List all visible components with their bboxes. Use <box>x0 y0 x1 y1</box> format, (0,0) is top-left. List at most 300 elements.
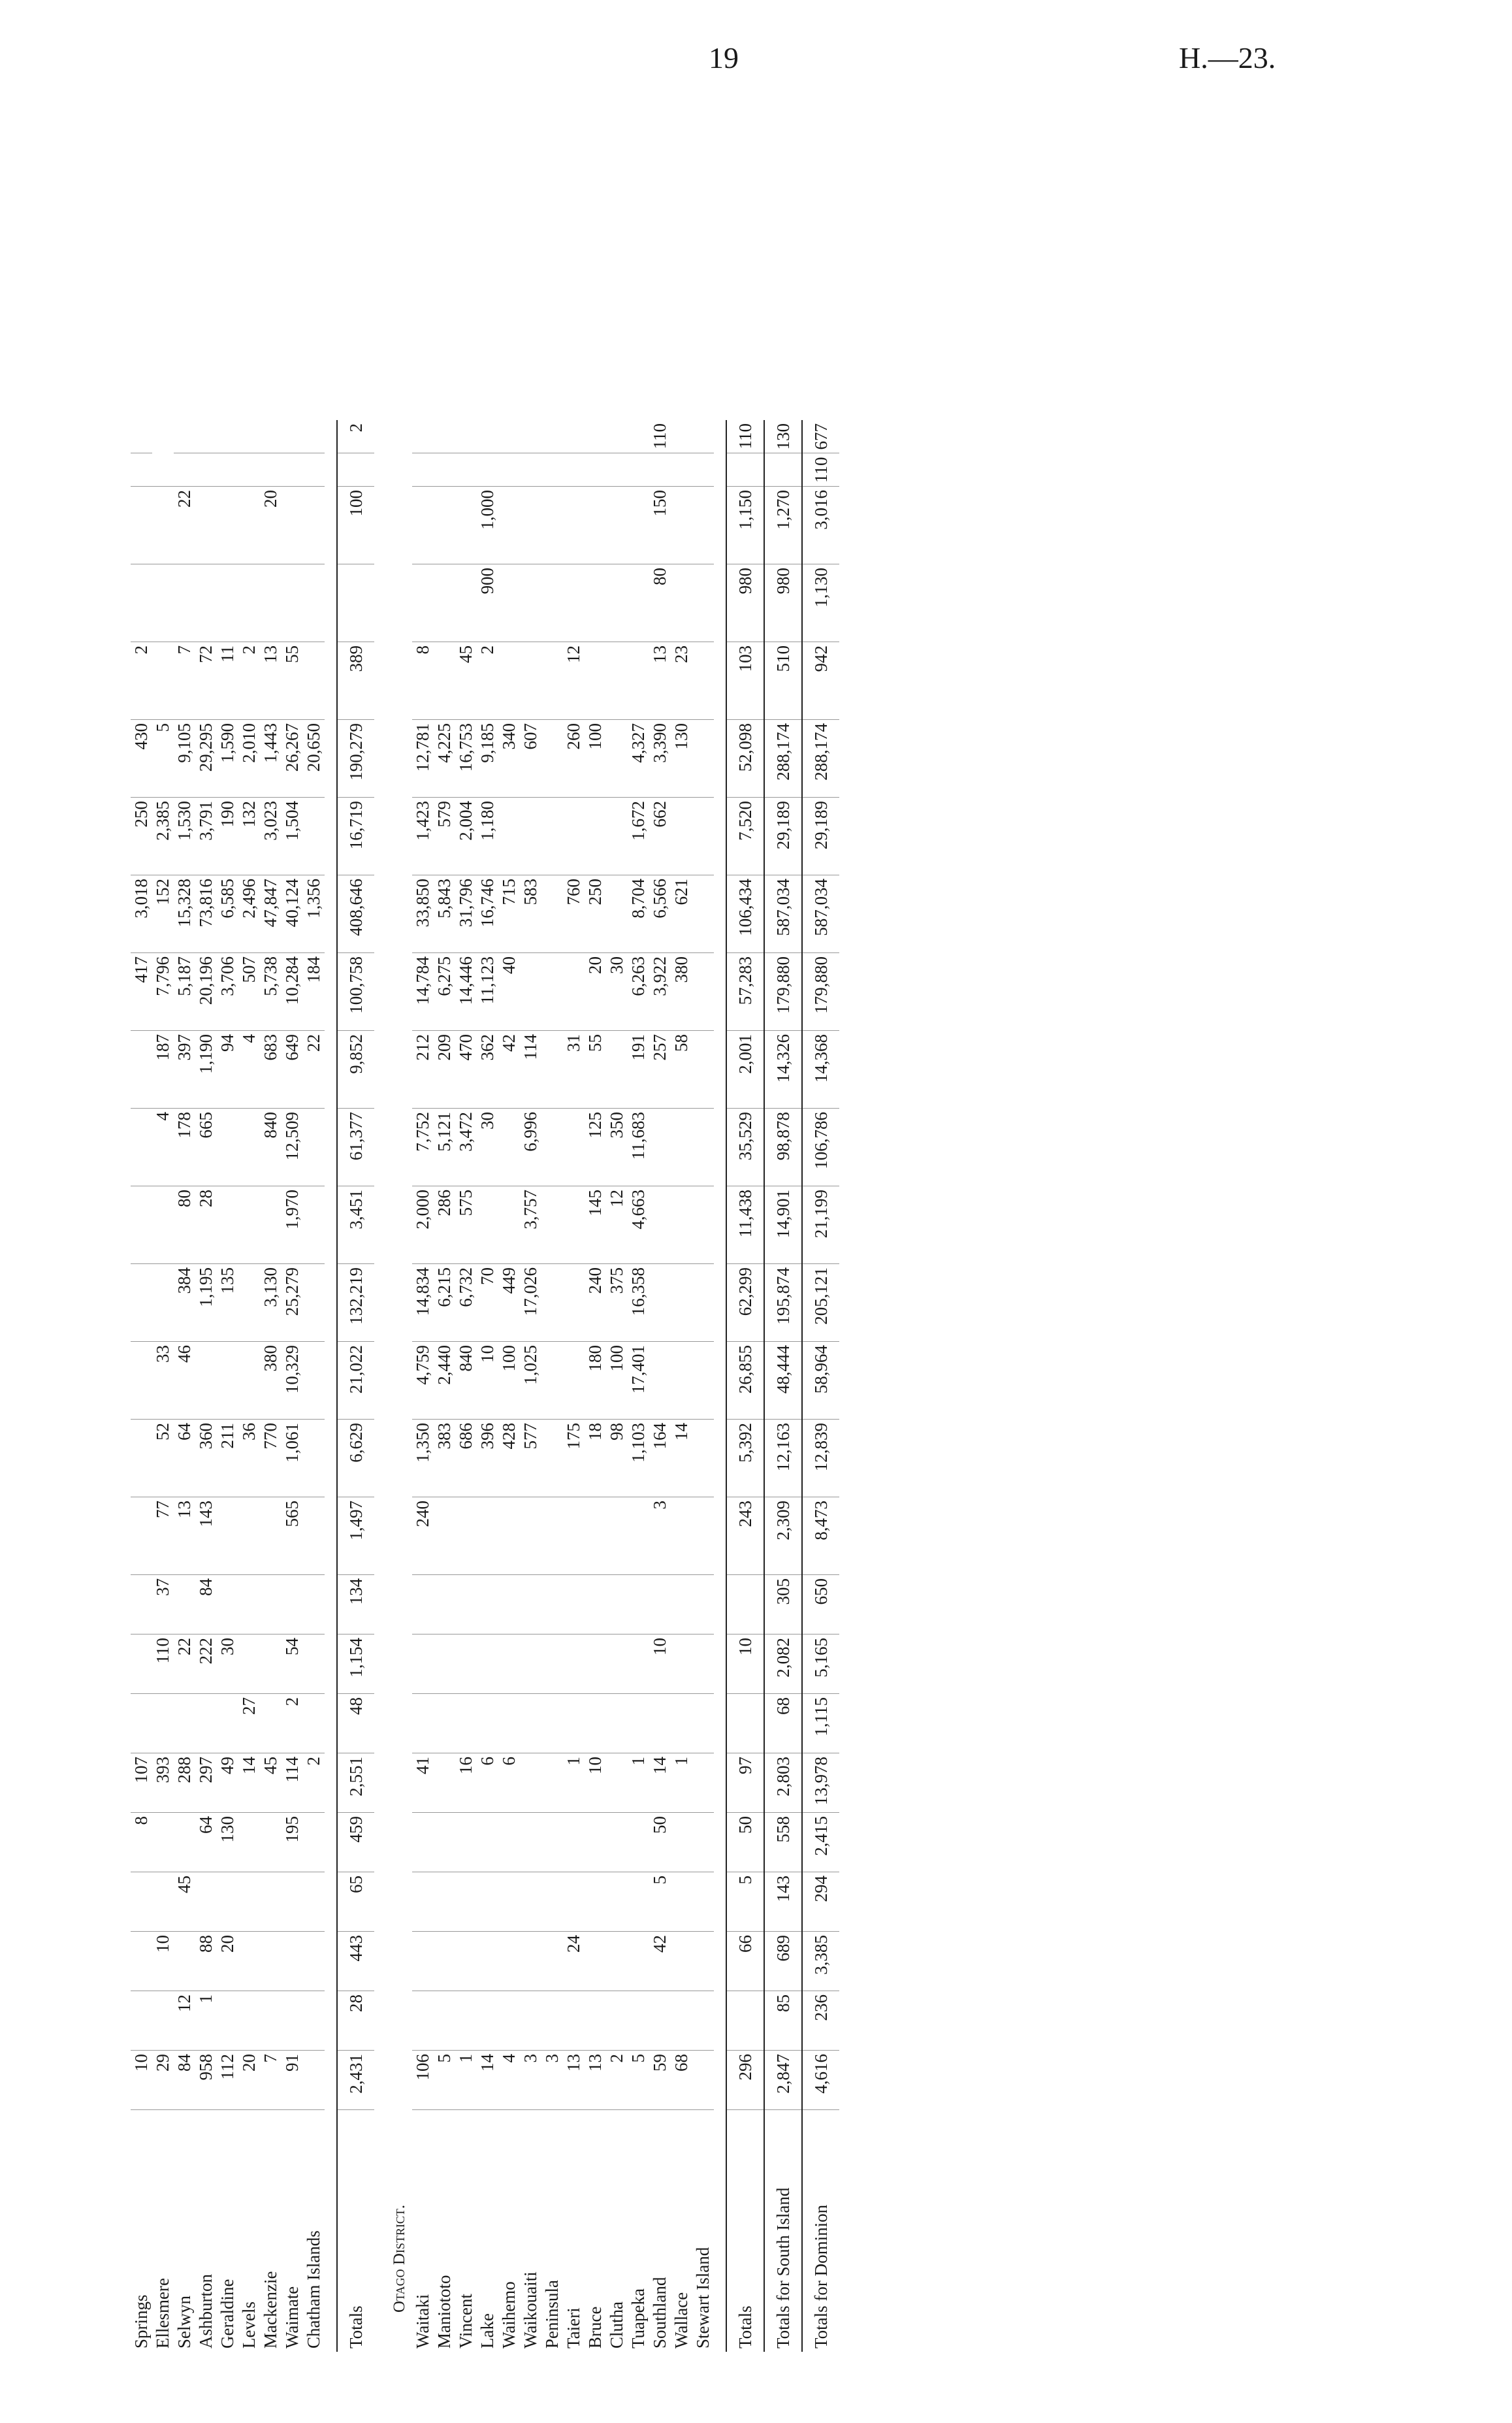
table-cell <box>692 1497 714 1575</box>
table-cell <box>692 420 714 453</box>
table-cell <box>541 798 563 875</box>
table-cell: 662 <box>649 798 671 875</box>
table-cell <box>281 453 303 487</box>
table-cell <box>498 564 520 642</box>
table-cell: 1,356 <box>303 875 325 953</box>
table-cell: 1 <box>563 1753 585 1813</box>
table-cell: 64 <box>174 1420 195 1497</box>
table-cell <box>541 1031 563 1109</box>
table-cell <box>477 1694 498 1753</box>
table-cell <box>563 953 585 1031</box>
table-cell: 715 <box>498 875 520 953</box>
table-cell: 17,401 <box>628 1342 649 1420</box>
table-cell: 114 <box>520 1031 541 1109</box>
table-cell: 2 <box>606 2051 628 2110</box>
table-cell: 6,275 <box>434 953 455 1031</box>
table-cell <box>412 1932 434 1991</box>
table-cell <box>563 798 585 875</box>
table-cell <box>563 1186 585 1264</box>
table-cell: 106,434 <box>726 875 764 953</box>
table-cell: 21,022 <box>337 1342 374 1420</box>
table-cell <box>238 564 260 642</box>
table-cell: 1,530 <box>174 798 195 875</box>
table-cell <box>671 1694 692 1753</box>
table-cell <box>412 1813 434 1872</box>
table-cell <box>174 1813 195 1872</box>
table-cell <box>520 1991 541 2051</box>
table-cell <box>585 1634 606 1694</box>
table-cell: 29 <box>152 2051 174 2110</box>
table-cell <box>195 453 217 487</box>
table-cell: 100 <box>606 1342 628 1420</box>
table-cell <box>455 1634 477 1694</box>
table-row <box>152 420 174 2352</box>
table-cell: 305 <box>764 1575 802 1634</box>
table-cell: 240 <box>585 1264 606 1342</box>
table-cell <box>541 875 563 953</box>
table-cell: 21,199 <box>802 1186 839 1264</box>
table-cell <box>585 1575 606 1634</box>
table-cell: 10,329 <box>281 1342 303 1420</box>
table-cell <box>726 1991 764 2051</box>
table-cell <box>671 420 692 453</box>
table-cell <box>606 1634 628 1694</box>
table-cell: 47,847 <box>260 875 281 953</box>
table-cell: 30 <box>477 1109 498 1186</box>
table-cell: 10 <box>649 1634 671 1694</box>
table-cell: 2 <box>238 642 260 720</box>
table-cell <box>606 875 628 953</box>
table-cell: 10,284 <box>281 953 303 1031</box>
table-cell <box>174 1575 195 1634</box>
table-cell <box>520 420 541 453</box>
table-cell: 6 <box>498 1753 520 1813</box>
table-cell: 12,839 <box>802 1420 839 1497</box>
row-label: Bruce <box>585 2306 605 2349</box>
table-cell <box>606 642 628 720</box>
table-cell: 350 <box>606 1109 628 1186</box>
table-cell <box>671 1813 692 1872</box>
table-cell <box>238 487 260 564</box>
table-cell: 12 <box>174 1991 195 2051</box>
table-cell <box>412 487 434 564</box>
table-cell <box>195 1694 217 1753</box>
table-cell <box>303 1634 325 1694</box>
table-cell: 3,385 <box>802 1932 839 1991</box>
table-cell <box>238 1575 260 1634</box>
table-cell <box>217 1497 238 1575</box>
table-cell: 66 <box>726 1932 764 1991</box>
table-cell <box>238 1264 260 1342</box>
rotated-table-area <box>131 20 1110 2352</box>
table-cell: 20,196 <box>195 953 217 1031</box>
table-cell <box>692 1932 714 1991</box>
row-label: Ashburton <box>196 2274 216 2349</box>
table-cell: 1,025 <box>520 1342 541 1420</box>
table-row <box>563 420 585 2352</box>
table-cell <box>412 564 434 642</box>
table-cell: 42 <box>498 1031 520 1109</box>
table-cell <box>671 1109 692 1186</box>
statistics-table <box>131 420 839 2352</box>
table-cell: 58,964 <box>802 1342 839 1420</box>
table-cell: 840 <box>455 1342 477 1420</box>
table-cell: 20 <box>238 2051 260 2110</box>
table-cell: 1,970 <box>281 1186 303 1264</box>
table-cell: 100,758 <box>337 953 374 1031</box>
table-cell <box>520 1634 541 1694</box>
table-cell: 5,121 <box>434 1109 455 1186</box>
table-cell: 677 <box>802 420 839 453</box>
table-cell <box>628 1497 649 1575</box>
table-cell <box>692 1342 714 1420</box>
table-cell: 13,978 <box>802 1753 839 1813</box>
table-cell <box>131 1634 152 1694</box>
table-cell: 61,377 <box>337 1109 374 1186</box>
table-cell <box>131 1497 152 1575</box>
table-cell: 50 <box>649 1813 671 1872</box>
table-cell <box>238 1109 260 1186</box>
spacer-row <box>325 420 337 2352</box>
table-cell <box>260 420 281 453</box>
table-cell: 243 <box>726 1497 764 1575</box>
table-cell: 3,018 <box>131 875 152 953</box>
table-cell: 14 <box>671 1420 692 1497</box>
table-cell: 184 <box>303 953 325 1031</box>
table-cell: 288,174 <box>802 720 839 798</box>
table-cell <box>585 1991 606 2051</box>
table-cell: 3,016 <box>802 487 839 564</box>
table-cell: 577 <box>520 1420 541 1497</box>
table-cell: 587,034 <box>764 875 802 953</box>
table-cell <box>217 1694 238 1753</box>
table-cell: 11,683 <box>628 1109 649 1186</box>
table-cell: 20,650 <box>303 720 325 798</box>
table-cell: 110 <box>152 1634 174 1694</box>
table-cell: 1,190 <box>195 1031 217 1109</box>
table-row <box>412 420 434 2352</box>
table-cell <box>692 642 714 720</box>
table-cell: 52,098 <box>726 720 764 798</box>
table-cell: 375 <box>606 1264 628 1342</box>
table-cell <box>671 564 692 642</box>
table-cell: 36 <box>238 1420 260 1497</box>
table-cell <box>606 1031 628 1109</box>
table-cell <box>541 564 563 642</box>
table-cell: 26,855 <box>726 1342 764 1420</box>
table-cell <box>585 487 606 564</box>
table-cell: 84 <box>174 2051 195 2110</box>
table-cell <box>412 1991 434 2051</box>
table-cell <box>649 1342 671 1420</box>
table-cell <box>217 1109 238 1186</box>
table-cell: 686 <box>455 1420 477 1497</box>
table-cell: 28 <box>195 1186 217 1264</box>
table-row <box>195 420 217 2352</box>
table-cell <box>671 453 692 487</box>
table-cell <box>281 487 303 564</box>
table-cell <box>238 1991 260 2051</box>
table-cell <box>541 1575 563 1634</box>
table-cell: 212 <box>412 1031 434 1109</box>
table-cell <box>217 1342 238 1420</box>
table-cell <box>692 798 714 875</box>
table-cell <box>455 453 477 487</box>
table-cell: 14 <box>477 2051 498 2110</box>
table-cell <box>585 798 606 875</box>
table-cell: 85 <box>764 1991 802 2051</box>
table-cell <box>174 1932 195 1991</box>
table-cell: 900 <box>477 564 498 642</box>
table-cell <box>260 1694 281 1753</box>
table-cell <box>152 487 174 564</box>
table-row <box>238 420 260 2352</box>
table-cell: 98 <box>606 1420 628 1497</box>
table-cell: 6,629 <box>337 1420 374 1497</box>
table-cell <box>412 453 434 487</box>
table-cell: 12,781 <box>412 720 434 798</box>
table-cell <box>606 1813 628 1872</box>
table-cell <box>303 1109 325 1186</box>
table-cell <box>628 642 649 720</box>
table-cell: 250 <box>585 875 606 953</box>
table-cell: 1,115 <box>802 1694 839 1753</box>
table-cell: 380 <box>671 953 692 1031</box>
table-cell: 840 <box>260 1109 281 1186</box>
row-label: Stewart Island <box>693 2247 713 2349</box>
table-cell <box>412 1634 434 1694</box>
table-cell: 13 <box>585 2051 606 2110</box>
table-cell: 558 <box>764 1813 802 1872</box>
table-cell: 3,791 <box>195 798 217 875</box>
row-label: Southland <box>650 2277 669 2349</box>
table-cell <box>434 1634 455 1694</box>
table-cell <box>131 1186 152 1264</box>
table-row <box>281 420 303 2352</box>
table-cell <box>477 1932 498 1991</box>
table-cell <box>520 1753 541 1813</box>
table-cell <box>337 564 374 642</box>
row-label: Maniototo <box>434 2275 454 2349</box>
table-cell: 1,154 <box>337 1634 374 1694</box>
table-cell: 240 <box>412 1497 434 1575</box>
table-cell <box>541 1634 563 1694</box>
table-cell: 5,392 <box>726 1420 764 1497</box>
table-cell <box>520 487 541 564</box>
table-cell: 2,440 <box>434 1342 455 1420</box>
row-label: Vincent <box>456 2294 475 2349</box>
table-cell <box>585 420 606 453</box>
table-cell: 689 <box>764 1932 802 1991</box>
table-cell <box>498 1109 520 1186</box>
table-cell: 236 <box>802 1991 839 2051</box>
table-cell <box>520 1932 541 1991</box>
table-cell <box>541 453 563 487</box>
table-cell <box>260 1872 281 1932</box>
table-cell <box>541 1497 563 1575</box>
table-cell <box>606 453 628 487</box>
table-cell: 164 <box>649 1420 671 1497</box>
table-cell: 52 <box>152 1420 174 1497</box>
table-cell: 607 <box>520 720 541 798</box>
table-cell <box>238 453 260 487</box>
table-cell: 288 <box>174 1753 195 1813</box>
table-cell: 14,901 <box>764 1186 802 1264</box>
table-cell: 6,732 <box>455 1264 477 1342</box>
table-cell <box>585 1872 606 1932</box>
table-cell <box>455 1872 477 1932</box>
table-cell <box>131 1694 152 1753</box>
table-cell: 114 <box>281 1753 303 1813</box>
table-cell <box>585 1813 606 1872</box>
table-cell: 110 <box>802 453 839 487</box>
table-cell: 100 <box>337 487 374 564</box>
table-cell: 31,796 <box>455 875 477 953</box>
table-cell: 470 <box>455 1031 477 1109</box>
table-cell: 40,124 <box>281 875 303 953</box>
table-row <box>455 420 477 2352</box>
table-cell: 583 <box>520 875 541 953</box>
table-cell: 2 <box>337 420 374 453</box>
table-row <box>541 420 563 2352</box>
table-cell <box>563 1575 585 1634</box>
table-cell <box>303 1342 325 1420</box>
table-cell <box>131 1264 152 1342</box>
table-cell <box>303 1872 325 1932</box>
table-cell: 16,358 <box>628 1264 649 1342</box>
table-cell <box>692 1991 714 2051</box>
table-cell <box>434 1694 455 1753</box>
table-cell: 11,438 <box>726 1186 764 1264</box>
table-cell <box>498 798 520 875</box>
table-cell <box>217 1186 238 1264</box>
table-cell: 7,796 <box>152 953 174 1031</box>
table-cell: 5,738 <box>260 953 281 1031</box>
table-cell: 190,279 <box>337 720 374 798</box>
table-cell <box>692 1813 714 1872</box>
table-cell: 428 <box>498 1420 520 1497</box>
table-cell <box>606 1753 628 1813</box>
table-cell: 110 <box>726 420 764 453</box>
table-cell: 1,350 <box>412 1420 434 1497</box>
table-cell <box>520 1575 541 1634</box>
table-cell: 3,922 <box>649 953 671 1031</box>
row-label: Wallace <box>671 2292 691 2349</box>
table-cell <box>152 453 174 487</box>
table-cell: 40 <box>498 953 520 1031</box>
table-cell: 106 <box>412 2051 434 2110</box>
table-cell: 5,843 <box>434 875 455 953</box>
table-cell: 396 <box>477 1420 498 1497</box>
table-cell: 2,309 <box>764 1497 802 1575</box>
table-cell: 1,504 <box>281 798 303 875</box>
table-cell: 62,299 <box>726 1264 764 1342</box>
table-cell <box>764 453 802 487</box>
table-cell <box>498 1813 520 1872</box>
row-label: Totals for South Island <box>764 2110 802 2352</box>
table-cell <box>303 564 325 642</box>
table-cell: 91 <box>281 2051 303 2110</box>
table-cell <box>606 1872 628 1932</box>
totals-row <box>337 420 374 2352</box>
table-cell: 1,103 <box>628 1420 649 1497</box>
table-cell: 3,390 <box>649 720 671 798</box>
table-cell: 107 <box>131 1753 152 1813</box>
table-cell: 1,672 <box>628 798 649 875</box>
district-heading: Otago District. <box>390 2204 408 2313</box>
table-cell: 362 <box>477 1031 498 1109</box>
table-cell: 1,443 <box>260 720 281 798</box>
table-cell: 132 <box>238 798 260 875</box>
row-label: Lake <box>477 2313 497 2349</box>
table-cell <box>195 564 217 642</box>
table-cell <box>131 1420 152 1497</box>
table-cell <box>671 1186 692 1264</box>
table-cell <box>541 1932 563 1991</box>
table-cell: 14,446 <box>455 953 477 1031</box>
table-cell: 5 <box>649 1872 671 1932</box>
table-cell <box>692 953 714 1031</box>
table-cell: 178 <box>174 1109 195 1186</box>
table-cell: 760 <box>563 875 585 953</box>
table-cell: 190 <box>217 798 238 875</box>
table-cell: 20 <box>217 1932 238 1991</box>
row-label: Geraldine <box>217 2279 237 2349</box>
table-cell: 10 <box>152 1932 174 1991</box>
table-cell: 29,189 <box>764 798 802 875</box>
table-cell: 384 <box>174 1264 195 1342</box>
table-cell: 649 <box>281 1031 303 1109</box>
table-cell: 770 <box>260 1420 281 1497</box>
spacer-cell <box>374 420 386 2352</box>
table-cell <box>412 420 434 453</box>
table-cell: 211 <box>217 1420 238 1497</box>
row-label: Selwyn <box>174 2296 194 2349</box>
table-cell <box>477 420 498 453</box>
table-row <box>131 420 152 2352</box>
table-cell: 130 <box>671 720 692 798</box>
table-cell: 1,195 <box>195 1264 217 1342</box>
table-cell: 15,328 <box>174 875 195 953</box>
table-cell: 257 <box>649 1031 671 1109</box>
table-cell <box>692 564 714 642</box>
table-cell <box>195 1872 217 1932</box>
table-cell <box>628 1694 649 1753</box>
table-row <box>174 420 195 2352</box>
table-cell <box>131 564 152 642</box>
table-cell: 4 <box>238 1031 260 1109</box>
table-cell: 16,719 <box>337 798 374 875</box>
table-cell: 360 <box>195 1420 217 1497</box>
table-cell: 4,327 <box>628 720 649 798</box>
table-cell: 2,415 <box>802 1813 839 1872</box>
table-cell: 112 <box>217 2051 238 2110</box>
table-cell: 132,219 <box>337 1264 374 1342</box>
page-number: 19 <box>709 41 739 74</box>
table-cell: 46 <box>174 1342 195 1420</box>
table-cell <box>541 1342 563 1420</box>
table-cell <box>649 1575 671 1634</box>
table-cell: 48,444 <box>764 1342 802 1420</box>
table-row <box>477 420 498 2352</box>
table-cell <box>412 1694 434 1753</box>
table-cell <box>563 1497 585 1575</box>
table-cell: 12 <box>606 1186 628 1264</box>
table-cell: 33,850 <box>412 875 434 953</box>
table-cell: 6,566 <box>649 875 671 953</box>
table-cell <box>303 1813 325 1872</box>
totals-row <box>726 420 764 2352</box>
